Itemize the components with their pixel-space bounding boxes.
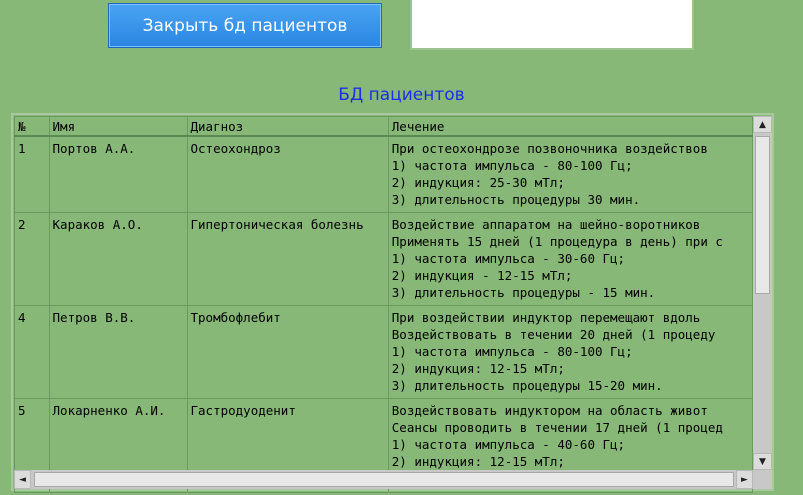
table-row[interactable] (15, 213, 753, 306)
cell-treatment[interactable] (388, 306, 752, 399)
treatment-line: 1) частота импульса - 40-60 Гц; (391, 437, 626, 452)
treatment-line: 2) индукция: 25-30 мТл; (391, 175, 565, 190)
cell-name[interactable]: Локарненко А.И. (49, 399, 187, 493)
patients-grid (14, 116, 753, 470)
col-header-num[interactable]: № (15, 117, 50, 137)
treatment-line: 3) длительность процедуры 30 мин. (391, 192, 641, 207)
cell-diagnosis[interactable]: Гипертоническая болезнь (187, 213, 388, 306)
cell-num[interactable]: 5 (15, 399, 50, 493)
treatment-line: 2) индукция: 12-15 мТл; (391, 361, 565, 376)
treatment-line: При воздействии индуктор перемещают вдоль (391, 310, 701, 325)
cell-num[interactable]: 4 (15, 306, 50, 399)
table-row[interactable] (15, 306, 753, 399)
cell-diagnosis[interactable]: Гастродуоденит (187, 399, 388, 493)
treatment-line: Сеансы проводить в течении 17 дней (1 процед (391, 420, 723, 435)
treatment-line: 1) частота импульса - 30-60 Гц; (391, 251, 626, 266)
vertical-scrollbar[interactable] (753, 116, 772, 470)
treatment-line: 2) индукция: 12-15 мТл; (391, 454, 565, 469)
col-header-name[interactable]: Имя (49, 117, 187, 137)
treatment-line: Воздействие аппаратом на шейно-воротников (391, 217, 701, 232)
cell-treatment[interactable] (388, 136, 752, 213)
cell-num[interactable]: 2 (15, 213, 50, 306)
table-row[interactable] (15, 136, 753, 213)
close-patients-db-button[interactable]: Закрыть бд пациентов (108, 3, 382, 48)
cell-name[interactable]: Портов А.А. (49, 136, 187, 213)
horizontal-scroll-thumb[interactable] (34, 472, 734, 487)
treatment-line: 1) частота импульса - 80-100 Гц; (391, 158, 633, 173)
treatment-line: 2) индукция - 12-15 мТл; (391, 268, 573, 283)
cell-diagnosis[interactable]: Остеохондроз (187, 136, 388, 213)
scroll-up-arrow-icon[interactable]: ▲ (753, 116, 772, 133)
patients-table (14, 116, 753, 493)
scroll-right-arrow-icon[interactable]: ► (736, 470, 753, 489)
treatment-line: Воздействовать индуктором на область живот (391, 403, 708, 418)
cell-name[interactable]: Караков А.О. (49, 213, 187, 306)
treatment-line: 1) частота импульса - 80-100 Гц; (391, 344, 633, 359)
col-header-treatment[interactable]: Лечение (388, 117, 752, 137)
vertical-scroll-thumb[interactable] (755, 136, 770, 294)
scroll-left-arrow-icon[interactable]: ◄ (14, 470, 31, 489)
scrollbar-corner (753, 470, 772, 489)
table-title: БД пациентов (338, 85, 465, 105)
header-row (15, 117, 753, 137)
treatment-line: При остеохондрозе позвоночника воздействов (391, 141, 708, 156)
cell-name[interactable]: Петров В.В. (49, 306, 187, 399)
treatment-line: Применять 15 дней (1 процедура в день) при с (391, 234, 723, 249)
treatment-line: 3) длительность процедуры 15-20 мин. (391, 378, 663, 393)
col-header-diagnosis[interactable]: Диагноз (187, 117, 388, 137)
horizontal-scrollbar[interactable] (14, 470, 753, 489)
cell-treatment[interactable] (388, 213, 752, 306)
cell-diagnosis[interactable]: Тромбофлебит (187, 306, 388, 399)
blank-panel (410, 0, 694, 50)
scroll-down-arrow-icon[interactable]: ▼ (753, 453, 772, 470)
treatment-line: Воздействовать в течении 20 дней (1 процеду (391, 327, 716, 342)
treatment-line: 3) длительность процедуры - 15 мин. (391, 285, 656, 300)
cell-num[interactable]: 1 (15, 136, 50, 213)
